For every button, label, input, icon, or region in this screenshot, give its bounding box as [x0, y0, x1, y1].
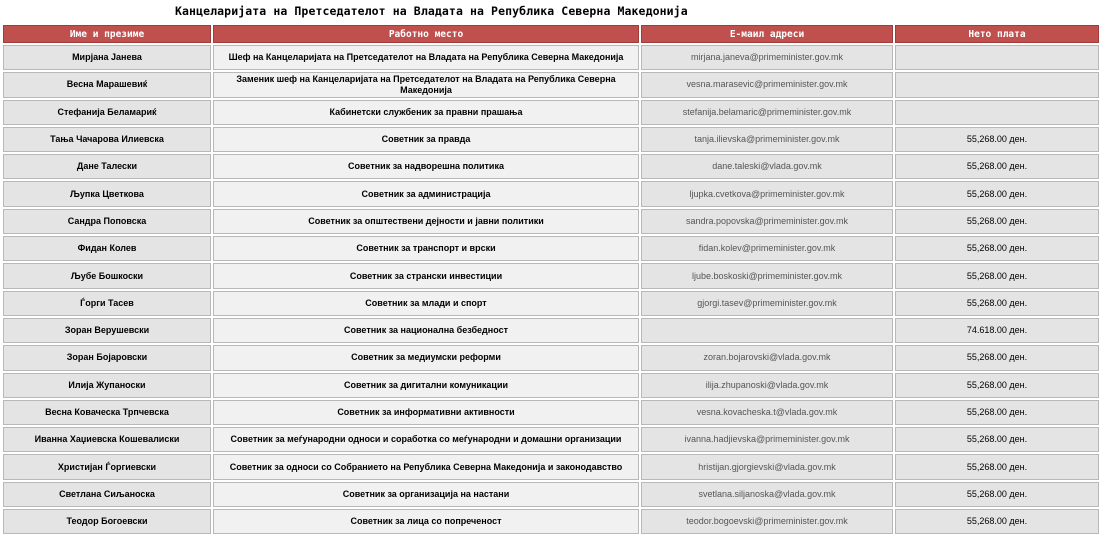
cell-name: Сандра Поповска — [3, 209, 211, 234]
cell-email[interactable]: svetlana.siljanoska@vlada.gov.mk — [641, 482, 893, 507]
table-row — [3, 454, 1099, 479]
cell-email[interactable]: fidan.kolev@primeminister.gov.mk — [641, 236, 893, 261]
cell-name: Фидан Колев — [3, 236, 211, 261]
table-row — [3, 236, 1099, 261]
table-row — [3, 482, 1099, 507]
cell-salary: 55,268.00 ден. — [895, 373, 1099, 398]
table-row — [3, 209, 1099, 234]
column-header-name: Име и презиме — [3, 25, 211, 43]
cell-position: Советник за администрација — [213, 181, 639, 206]
table-row — [3, 263, 1099, 288]
table-row — [3, 100, 1099, 125]
cell-name: Тања Чачарова Илиевска — [3, 127, 211, 152]
page-title: Канцеларијата на Претседателот на Владата на Република Северна Македонија — [175, 4, 688, 18]
cell-email[interactable]: vesna.kovacheska.t@vlada.gov.mk — [641, 400, 893, 425]
table-header-row — [3, 25, 1099, 43]
cell-salary — [895, 100, 1099, 125]
cell-position: Советник за национална безбедност — [213, 318, 639, 343]
cell-position: Кабинетски службеник за правни прашања — [213, 100, 639, 125]
cell-name: Љупка Цветкова — [3, 181, 211, 206]
cell-salary: 55,268.00 ден. — [895, 454, 1099, 479]
table-row — [3, 427, 1099, 452]
cell-position: Советник за информативни активности — [213, 400, 639, 425]
cell-position: Советник за меѓународни односи и соработка со меѓународни и домашни организации — [213, 427, 639, 452]
cell-email[interactable]: ilija.zhupanoski@vlada.gov.mk — [641, 373, 893, 398]
table-row — [3, 127, 1099, 152]
staff-table — [1, 23, 1101, 536]
cell-name: Зоран Бојаровски — [3, 345, 211, 370]
cell-salary: 55,268.00 ден. — [895, 509, 1099, 534]
cell-name: Љубе Бошкоски — [3, 263, 211, 288]
cell-salary: 55,268.00 ден. — [895, 127, 1099, 152]
cell-salary: 55,268.00 ден. — [895, 154, 1099, 179]
cell-email[interactable] — [641, 318, 893, 343]
cell-email[interactable]: ivanna.hadjievska@primeminister.gov.mk — [641, 427, 893, 452]
table-row — [3, 318, 1099, 343]
cell-name: Илија Жупаноски — [3, 373, 211, 398]
cell-position: Советник за млади и спорт — [213, 291, 639, 316]
cell-email[interactable]: mirjana.janeva@primeminister.gov.mk — [641, 45, 893, 70]
cell-salary: 55,268.00 ден. — [895, 427, 1099, 452]
cell-position: Советник за транспорт и врски — [213, 236, 639, 261]
cell-position: Советник за организација на настани — [213, 482, 639, 507]
cell-salary — [895, 45, 1099, 70]
cell-email[interactable]: dane.taleski@vlada.gov.mk — [641, 154, 893, 179]
table-row — [3, 400, 1099, 425]
cell-salary: 55,268.00 ден. — [895, 263, 1099, 288]
cell-email[interactable]: hristijan.gjorgievski@vlada.gov.mk — [641, 454, 893, 479]
cell-email[interactable]: stefanija.belamaric@primeminister.gov.mk — [641, 100, 893, 125]
cell-position: Советник за надворешна политика — [213, 154, 639, 179]
column-header-salary: Нето плата — [895, 25, 1099, 43]
table-row — [3, 154, 1099, 179]
table-row — [3, 72, 1099, 97]
cell-name: Светлана Сиљаноска — [3, 482, 211, 507]
cell-email[interactable]: sandra.popovska@primeminister.gov.mk — [641, 209, 893, 234]
cell-position: Советник за странски инвестиции — [213, 263, 639, 288]
cell-email[interactable]: zoran.bojarovski@vlada.gov.mk — [641, 345, 893, 370]
table-row — [3, 45, 1099, 70]
cell-name: Весна Коваческа Трпчевска — [3, 400, 211, 425]
cell-salary: 55,268.00 ден. — [895, 291, 1099, 316]
cell-email[interactable]: gjorgi.tasev@primeminister.gov.mk — [641, 291, 893, 316]
table-row — [3, 373, 1099, 398]
cell-salary — [895, 72, 1099, 97]
table-body — [3, 45, 1099, 534]
table-row — [3, 345, 1099, 370]
cell-position: Шеф на Канцеларијата на Претседателот на Владата на Република Северна Македонија — [213, 45, 639, 70]
cell-position: Советник за дигитални комуникации — [213, 373, 639, 398]
cell-name: Ѓорги Тасев — [3, 291, 211, 316]
cell-name: Весна Марашевиќ — [3, 72, 211, 97]
cell-salary: 55,268.00 ден. — [895, 345, 1099, 370]
cell-salary: 74.618.00 ден. — [895, 318, 1099, 343]
column-header-email: Е-маил адреси — [641, 25, 893, 43]
cell-salary: 55,268.00 ден. — [895, 181, 1099, 206]
cell-email[interactable]: ljupka.cvetkova@primeminister.gov.mk — [641, 181, 893, 206]
column-header-position: Работно место — [213, 25, 639, 43]
table-row — [3, 181, 1099, 206]
cell-name: Теодор Богоевски — [3, 509, 211, 534]
cell-email[interactable]: tanja.ilievska@primeminister.gov.mk — [641, 127, 893, 152]
cell-name: Христијан Ѓоргиевски — [3, 454, 211, 479]
cell-email[interactable]: vesna.marasevic@primeminister.gov.mk — [641, 72, 893, 97]
cell-name: Зоран Верушевски — [3, 318, 211, 343]
cell-name: Мирјана Јанева — [3, 45, 211, 70]
cell-email[interactable]: teodor.bogoevski@primeminister.gov.mk — [641, 509, 893, 534]
cell-email[interactable]: ljube.boskoski@primeminister.gov.mk — [641, 263, 893, 288]
cell-salary: 55,268.00 ден. — [895, 400, 1099, 425]
cell-name: Иванна Хаџиевска Кошевалиски — [3, 427, 211, 452]
cell-position: Заменик шеф на Канцеларијата на Претседателот на Владата на Република Северна Македонија — [213, 72, 639, 97]
cell-salary: 55,268.00 ден. — [895, 482, 1099, 507]
cell-salary: 55,268.00 ден. — [895, 209, 1099, 234]
cell-position: Советник за лица со попреченост — [213, 509, 639, 534]
cell-name: Стефанија Беламариќ — [3, 100, 211, 125]
cell-position: Советник за правда — [213, 127, 639, 152]
cell-position: Советник за општествени дејности и јавни политики — [213, 209, 639, 234]
cell-position: Советник за односи со Собранието на Република Северна Македонија и законодавство — [213, 454, 639, 479]
cell-name: Дане Талески — [3, 154, 211, 179]
cell-salary: 55,268.00 ден. — [895, 236, 1099, 261]
table-row — [3, 291, 1099, 316]
cell-position: Советник за медиумски реформи — [213, 345, 639, 370]
